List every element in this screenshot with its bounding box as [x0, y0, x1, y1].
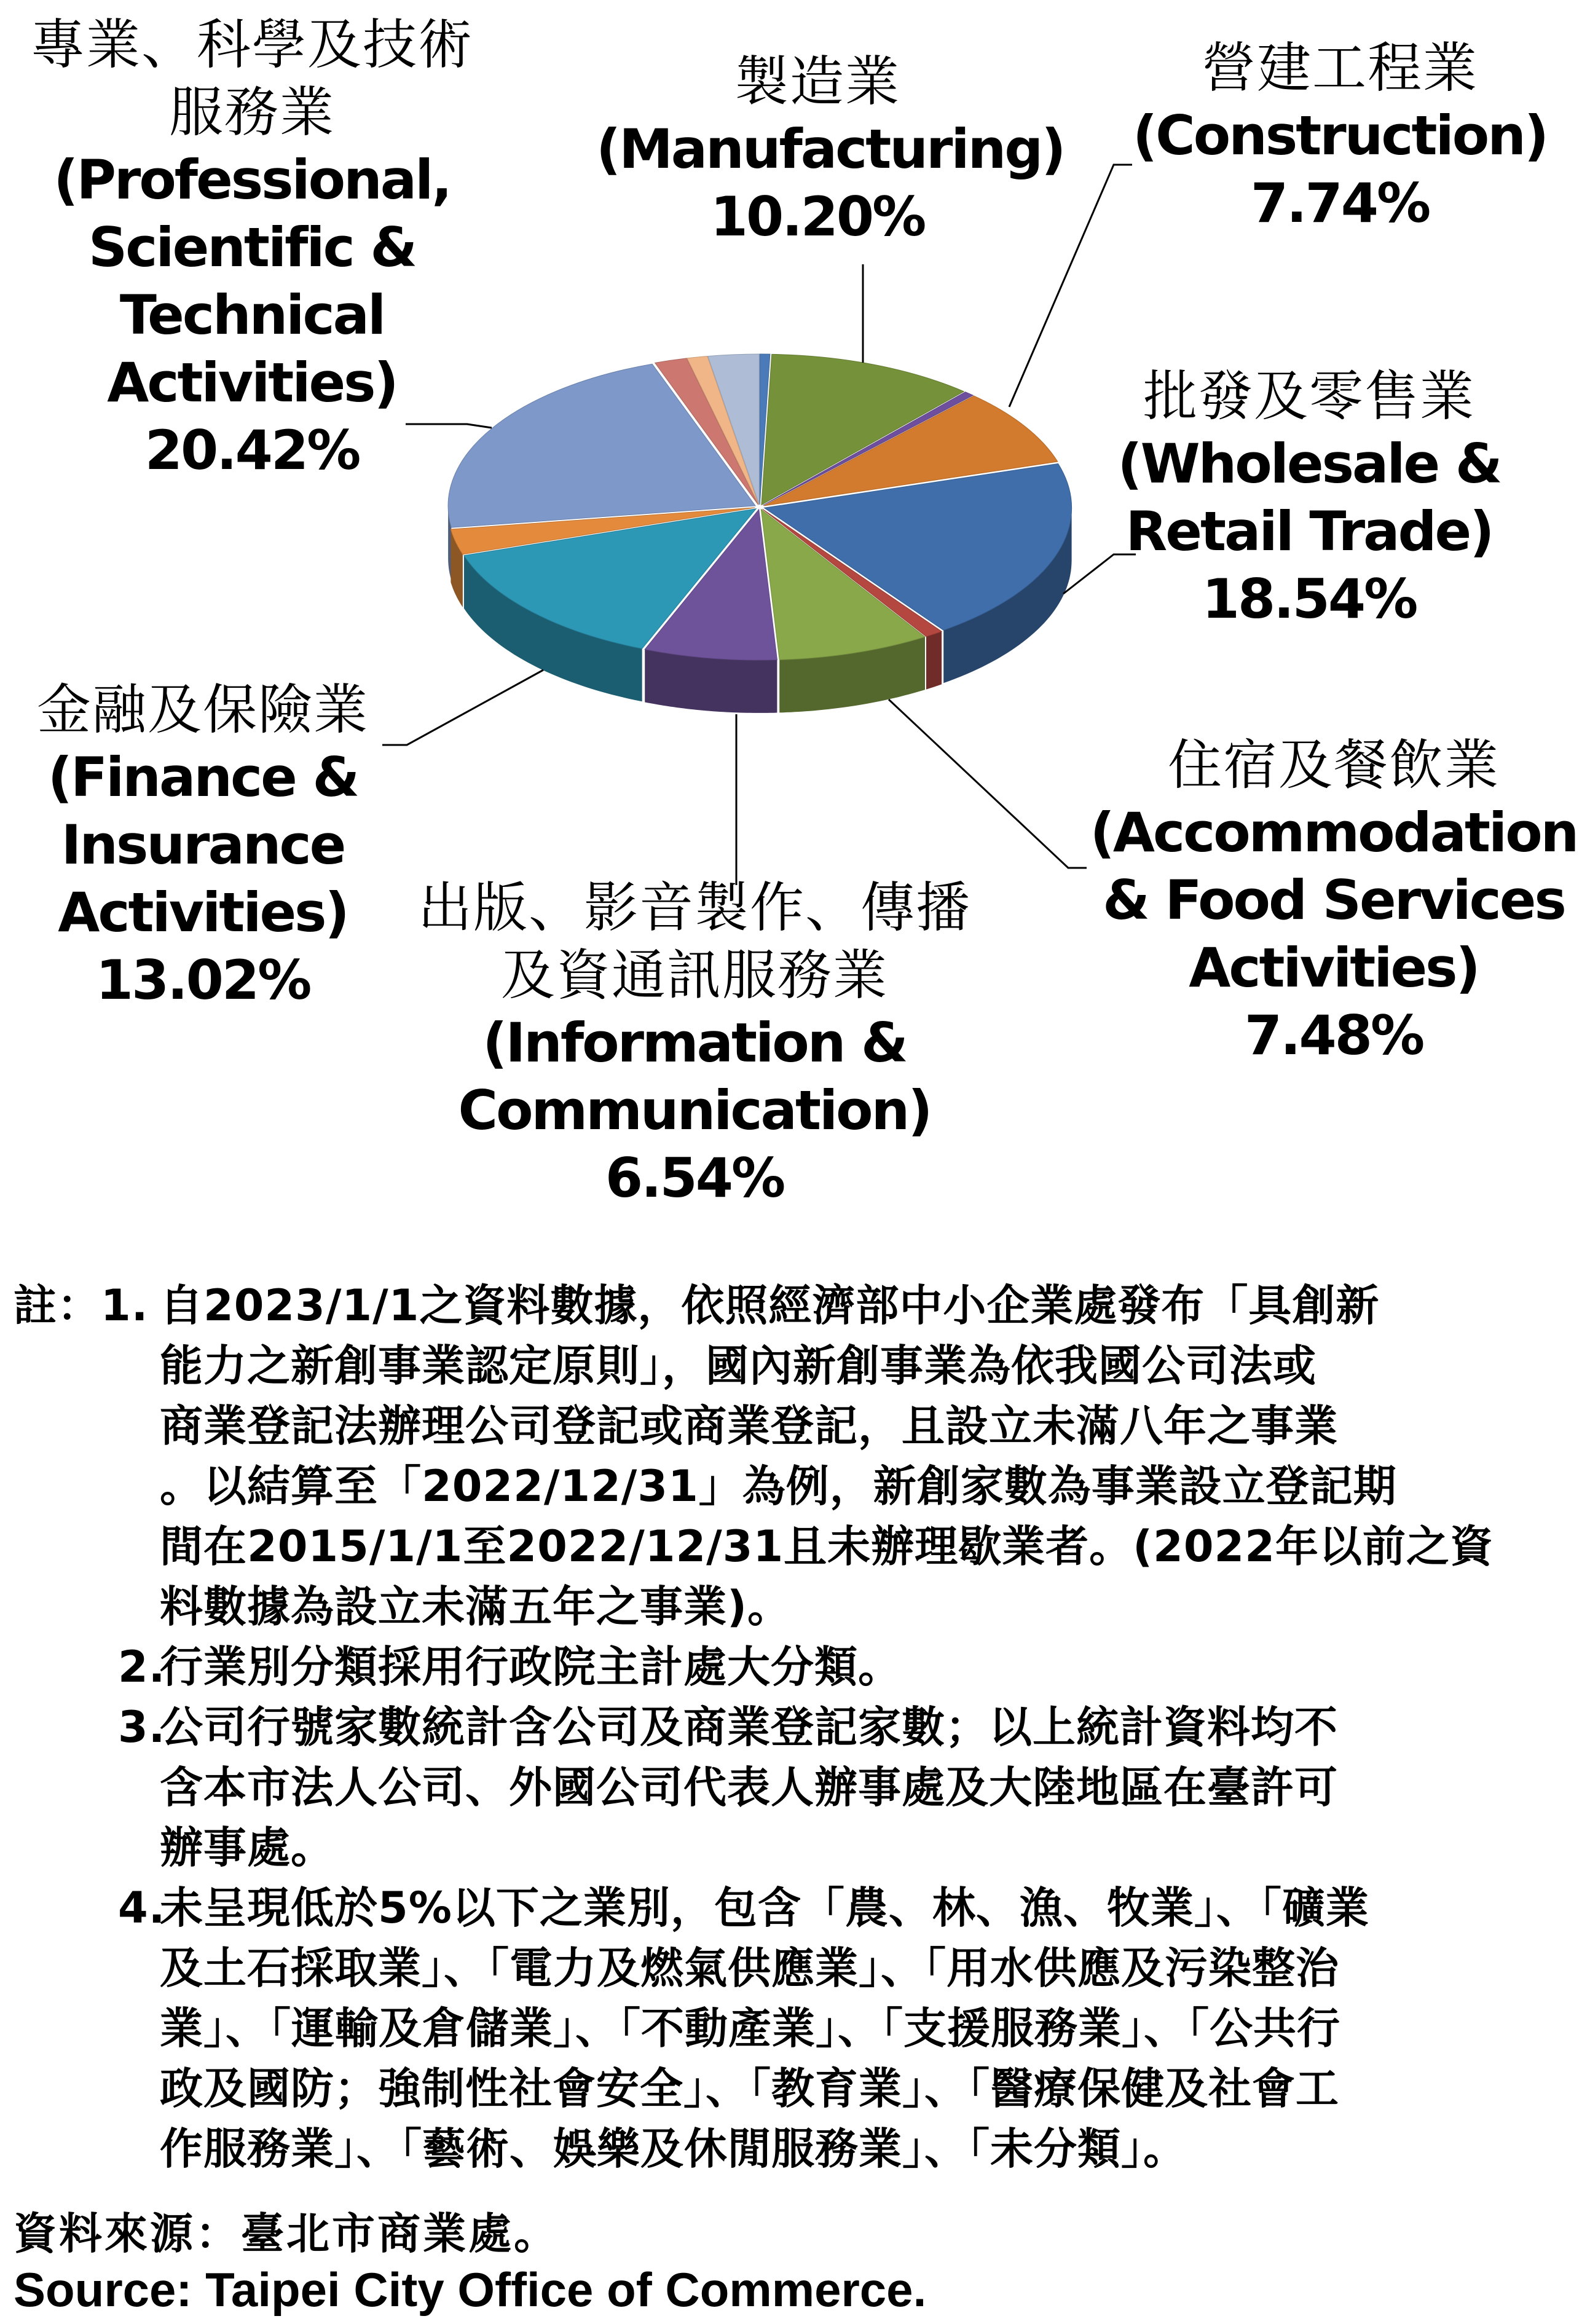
slice-label-construction	[1119, 34, 1561, 237]
leader-line-accommodation	[889, 699, 1087, 868]
note-line: 自2023/1/1之資料數據，依照經濟部中小企業處發布「具創新	[160, 1280, 1380, 1331]
note-line: 行業別分類採用行政院主計處大分類。	[160, 1642, 902, 1692]
note-line: 。以結算至「2022/12/31」為例，新創家數為事業設立登記期	[160, 1461, 1397, 1511]
label-zh: 製造業	[734, 50, 900, 113]
label-percent: 13.02%	[95, 948, 310, 1012]
note-line: 未呈現低於5%以下之業別，包含「農、林、漁、牧業」、「礦業	[160, 1883, 1369, 1933]
label-en: (Accommodation & Food Services Activities)	[1090, 801, 1578, 999]
note-line: 業」、「運輸及倉儲業」、「不動產業」、「支援服務業」、「公共行	[160, 2003, 1340, 2054]
label-zh: 金融及保險業	[36, 678, 369, 741]
label-zh: 批發及零售業	[1143, 364, 1475, 428]
note-line: 作服務業」、「藝術、娛樂及休閒服務業」、「未分類」。	[160, 2124, 1187, 2174]
label-zh: 營建工程業	[1201, 36, 1478, 100]
label-en: (Wholesale & Retail Trade)	[1117, 432, 1501, 563]
pie-side-transport	[926, 631, 942, 689]
note-line: 政及國防；強制性社會安全」、「教育業」、「醫療保健及社會工	[160, 2063, 1339, 2114]
slice-label-manufacturing	[596, 48, 1065, 251]
slice-label-finance	[12, 676, 393, 1014]
note-line: 間在2015/1/1至2022/12/31且未辦理歇業者。(2022年以前之資	[160, 1521, 1494, 1572]
label-percent: 6.54%	[605, 1146, 784, 1210]
label-percent: 7.48%	[1244, 1004, 1423, 1067]
note-number: 4.	[118, 1883, 166, 1933]
note-line: 公司行號家數統計含公司及商業登記家數；以上統計資料均不	[160, 1702, 1338, 1752]
label-percent: 7.74%	[1250, 171, 1430, 235]
note-item-4	[14, 1878, 1575, 2179]
slice-label-professional	[12, 11, 492, 484]
note-number: 3.	[118, 1702, 166, 1752]
slice-label-accommodation	[1088, 731, 1580, 1069]
note-text	[160, 1275, 1575, 1637]
label-percent: 20.42%	[144, 419, 360, 482]
source-zh: 資料來源：臺北市商業處。	[14, 2208, 559, 2259]
note-text	[160, 1637, 1575, 1697]
note-text	[160, 1697, 1575, 1878]
label-zh: 出版、影音製作、傳播 及資通訊服務業	[417, 876, 971, 1007]
note-text	[160, 1878, 1575, 2179]
note-lead	[14, 1275, 148, 1336]
note-item-2	[14, 1637, 1575, 1697]
note-number: 1.	[101, 1280, 149, 1331]
label-percent: 18.54%	[1202, 567, 1417, 631]
note-label: 註：	[14, 1280, 101, 1331]
leader-line-finance	[382, 670, 543, 745]
source-en: Source: Taipei City Office of Commerce.	[14, 2263, 927, 2317]
label-en: (Professional, Scientific & Technical Activities)	[53, 148, 451, 414]
label-zh: 住宿及餐飲業	[1167, 733, 1500, 797]
label-en: (Finance & Insurance Activities)	[47, 746, 358, 944]
label-percent: 10.20%	[710, 185, 925, 248]
note-line: 含本市法人公司、外國公司代表人辦事處及大陸地區在臺許可	[160, 1762, 1338, 1813]
footnotes	[14, 1275, 1575, 2179]
note-line: 料數據為設立未滿五年之事業)。	[160, 1582, 791, 1632]
label-en: (Construction)	[1132, 104, 1548, 167]
note-line: 及土石採取業」、「電力及燃氣供應業」、「用水供應及污染整治	[160, 1943, 1339, 1993]
note-line: 能力之新創事業認定原則」，國內新創事業為依我國公司法或	[160, 1341, 1316, 1391]
label-zh: 專業、科學及技術 服務業	[30, 13, 473, 144]
note-line: 商業登記法辦理公司登記或商業登記，且設立未滿八年之事業	[160, 1401, 1338, 1451]
label-en: (Manufacturing)	[596, 117, 1065, 181]
note-item-3	[14, 1697, 1575, 1878]
note-number: 2.	[118, 1642, 166, 1692]
slice-label-information	[393, 874, 996, 1212]
note-line: 辦事處。	[160, 1822, 334, 1873]
slice-label-wholesale	[1094, 363, 1524, 633]
label-en: (Information & Communication)	[458, 1011, 931, 1142]
note-item-1	[14, 1275, 1575, 1637]
